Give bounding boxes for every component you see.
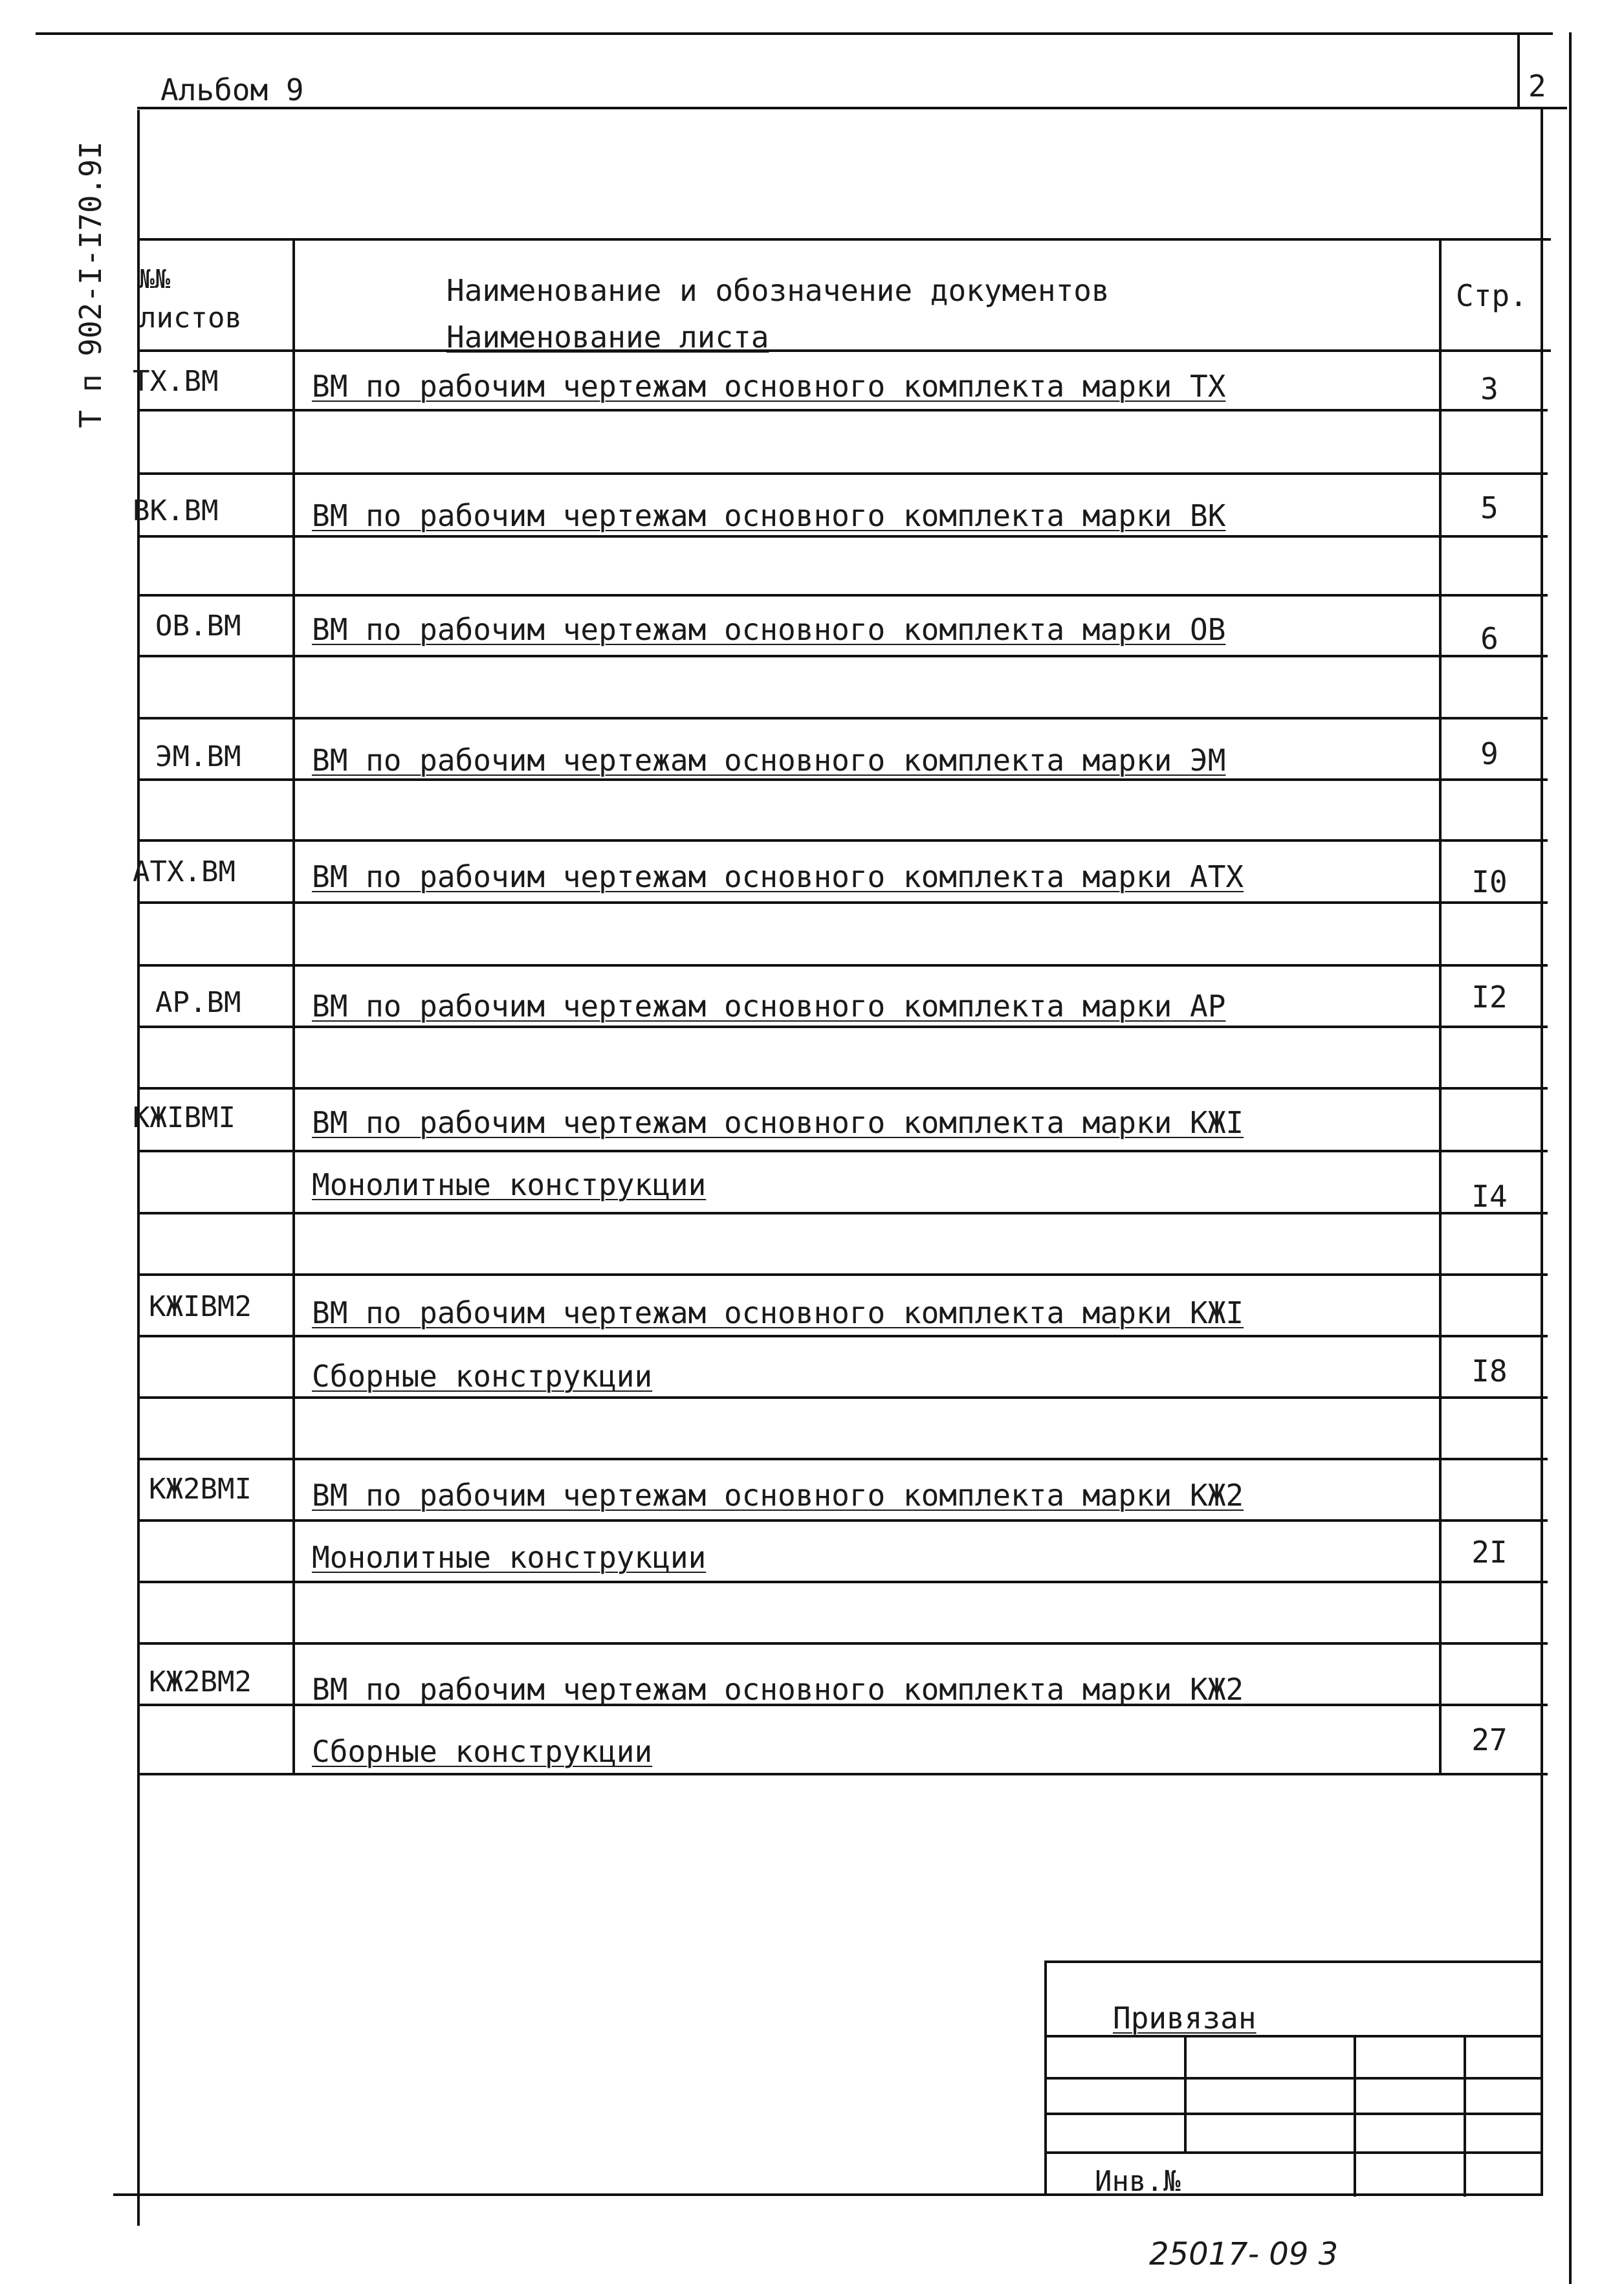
sheet-name: ВМ по рабочим чертежам основного комплекта марки КЖI bbox=[312, 1295, 1244, 1330]
row-line bbox=[137, 409, 1548, 412]
sheet-name-line2: Монолитные конструкции bbox=[312, 1540, 707, 1575]
row-line bbox=[137, 839, 1548, 842]
sheet-code: ТХ.ВМ bbox=[133, 365, 219, 398]
column-header-number-line1: №№ bbox=[139, 265, 171, 294]
sheet-page: I4 bbox=[1471, 1179, 1508, 1214]
row-line bbox=[137, 1087, 1548, 1090]
row-line bbox=[137, 655, 1548, 657]
row-line bbox=[137, 1150, 1548, 1152]
row-line bbox=[137, 1396, 1548, 1399]
sheet-name-line2: Монолитные конструкции bbox=[312, 1167, 707, 1202]
table-header-bottom-line bbox=[137, 349, 1551, 352]
row-line bbox=[137, 901, 1548, 904]
stamp-divider bbox=[1184, 2035, 1187, 2151]
sheet-name-line2: Сборные конструкции bbox=[312, 1359, 653, 1394]
side-document-code: Т п 902-I-I70.9I bbox=[73, 141, 108, 428]
sheet-code: ОВ.ВМ bbox=[155, 609, 241, 642]
row-line bbox=[137, 1519, 1548, 1522]
frame-top-line bbox=[36, 32, 1553, 35]
row-line bbox=[137, 1458, 1548, 1460]
sheet-code: АР.ВМ bbox=[155, 986, 241, 1019]
column-header-name-line1: Наименование и обозначение документов bbox=[446, 273, 1110, 308]
row-line bbox=[137, 1581, 1548, 1583]
stamp-top-line bbox=[1044, 1960, 1542, 1963]
row-line bbox=[137, 717, 1548, 719]
stamp-line bbox=[1044, 2035, 1542, 2037]
sheet-page: 2I bbox=[1471, 1535, 1508, 1570]
column-header-name-line2: Наименование листа bbox=[446, 320, 769, 355]
sheet-number: 2 bbox=[1528, 69, 1546, 104]
sheet-name: ВМ по рабочим чертежам основного комплекта марки ВК bbox=[312, 498, 1226, 533]
sheet-page: I2 bbox=[1471, 980, 1508, 1015]
sheet-name: ВМ по рабочим чертежам основного комплекта марки АТХ bbox=[312, 859, 1244, 894]
row-line bbox=[137, 535, 1548, 538]
row-line bbox=[137, 1642, 1548, 1645]
sheet-page: 27 bbox=[1471, 1722, 1508, 1757]
sheet-page: 9 bbox=[1480, 736, 1498, 771]
sheet-page: 5 bbox=[1480, 490, 1498, 525]
row-line bbox=[137, 472, 1548, 475]
stamp-inv-number: 25017- 09 3 bbox=[1149, 2236, 1339, 2272]
sheet-code: ВК.ВМ bbox=[133, 494, 219, 527]
sheet-code: АТХ.ВМ bbox=[133, 855, 236, 888]
album-label: Альбом 9 bbox=[160, 72, 304, 107]
sheet-code: ЭМ.ВМ bbox=[155, 740, 241, 773]
table-header-top-line bbox=[137, 238, 1551, 241]
sheet-page: 3 bbox=[1480, 371, 1498, 406]
header-underline bbox=[137, 107, 1567, 109]
stamp-line bbox=[1044, 2077, 1542, 2080]
column-divider-number bbox=[292, 238, 295, 1775]
sheet-name: ВМ по рабочим чертежам основного комплекта марки КЖI bbox=[312, 1105, 1244, 1140]
sheet-name: ВМ по рабочим чертежам основного комплекта марки ЭМ bbox=[312, 743, 1226, 778]
row-line bbox=[137, 778, 1548, 781]
sheet-page: I0 bbox=[1471, 864, 1508, 899]
stamp-divider bbox=[1464, 2035, 1466, 2197]
sheet-page: I8 bbox=[1471, 1354, 1508, 1389]
stamp-line bbox=[1044, 2151, 1542, 2154]
sheet-code: КЖIВМ2 bbox=[149, 1290, 252, 1323]
column-header-page: Стр. bbox=[1456, 278, 1528, 313]
sheet-name: ВМ по рабочим чертежам основного комплекта марки ТХ bbox=[312, 369, 1226, 404]
row-line bbox=[137, 1773, 1548, 1775]
sheet-name: ВМ по рабочим чертежам основного комплекта марки ОВ bbox=[312, 612, 1226, 647]
frame-left-line bbox=[137, 110, 140, 2226]
sheet-code: КЖ2ВМI bbox=[149, 1473, 252, 1506]
stamp-inv-label: Инв.№ bbox=[1095, 2165, 1181, 2198]
frame-bottom-line bbox=[113, 2193, 1543, 2196]
row-line bbox=[137, 594, 1548, 597]
sheet-name: ВМ по рабочим чертежам основного комплекта марки КЖ2 bbox=[312, 1672, 1244, 1707]
row-line bbox=[137, 1335, 1548, 1337]
frame-right-line-inner bbox=[1517, 32, 1520, 107]
sheet-name: ВМ по рабочим чертежам основного комплекта марки КЖ2 bbox=[312, 1478, 1244, 1513]
row-line bbox=[137, 964, 1548, 967]
row-line bbox=[137, 1212, 1548, 1214]
frame-right-line-outer bbox=[1569, 32, 1572, 2284]
stamp-divider bbox=[1354, 2035, 1356, 2197]
sheet-page: 6 bbox=[1480, 621, 1498, 656]
row-line bbox=[137, 1026, 1548, 1028]
sheet-code: КЖ2ВМ2 bbox=[149, 1665, 252, 1698]
sheet-name: ВМ по рабочим чертежам основного комплекта марки АР bbox=[312, 989, 1226, 1024]
sheet-name-line2: Сборные конструкции bbox=[312, 1734, 653, 1769]
column-header-number-line2: листов bbox=[139, 302, 242, 335]
sheet-code: КЖIВМI bbox=[133, 1101, 236, 1134]
stamp-line bbox=[1044, 2113, 1542, 2115]
row-line bbox=[137, 1273, 1548, 1276]
stamp-tied-label: Привязан bbox=[1113, 2001, 1256, 2036]
